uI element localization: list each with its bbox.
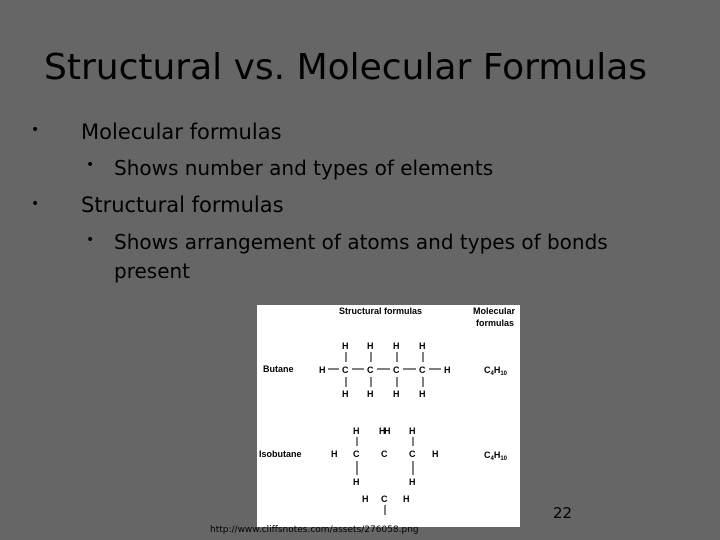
svg-text:H: H (342, 389, 349, 399)
svg-text:C: C (342, 365, 349, 375)
figure-header-molecular: Molecular (473, 306, 516, 316)
svg-text:H: H (331, 449, 338, 459)
svg-text:H: H (409, 477, 416, 487)
bullet-dot: • (31, 196, 40, 212)
sub-bullet-elements: Shows number and types of elements (114, 156, 494, 180)
svg-text:C: C (381, 449, 388, 459)
svg-text:C: C (409, 449, 416, 459)
svg-text:H: H (384, 426, 391, 436)
svg-text:H: H (367, 341, 374, 351)
bullet-dot: • (86, 232, 95, 248)
svg-text:C: C (419, 365, 426, 375)
sub-bullet-arrangement-cont: present (114, 259, 191, 283)
svg-text:H: H (379, 426, 386, 436)
figure-header-structural: Structural formulas (339, 306, 423, 316)
svg-text:H: H (409, 426, 416, 436)
figure-header-formulas: formulas (476, 318, 515, 328)
page-number: 22 (553, 504, 573, 522)
isobutane-label: Isobutane (259, 449, 302, 459)
svg-text:H: H (419, 341, 426, 351)
butane-formula: $C_4H_{10}$ (484, 365, 508, 377)
svg-text:H: H (444, 365, 451, 375)
svg-text:H: H (432, 449, 439, 459)
butane-structure (319, 341, 451, 399)
svg-text:H: H (393, 389, 400, 399)
svg-text:H: H (393, 341, 400, 351)
bullet-molecular-formulas: Molecular formulas (81, 120, 282, 144)
bullet-dot: • (31, 122, 40, 138)
svg-text:H: H (367, 389, 374, 399)
source-url: http://www.cliffsnotes.com/assets/276058.png (210, 525, 419, 535)
svg-text:H: H (342, 341, 349, 351)
svg-text:C: C (353, 449, 360, 459)
svg-text:H: H (419, 389, 426, 399)
svg-text:H: H (362, 494, 369, 504)
isobutane-formula: $C_4H_{10}$ (484, 450, 508, 462)
svg-text:H: H (403, 494, 410, 504)
sub-bullet-arrangement: Shows arrangement of atoms and types of bonds (114, 230, 608, 254)
bullet-dot: • (86, 157, 95, 173)
svg-text:C: C (367, 365, 374, 375)
structural-formula-figure (257, 305, 520, 527)
butane-label: Butane (263, 364, 294, 374)
svg-text:C: C (393, 365, 400, 375)
svg-text:H: H (353, 426, 360, 436)
svg-text:C: C (381, 494, 388, 504)
bullet-structural-formulas: Structural formulas (81, 193, 284, 217)
svg-text:H: H (319, 365, 326, 375)
page-title: Structural vs. Molecular Formulas (44, 47, 648, 88)
isobutane-structure (331, 426, 439, 515)
svg-text:H: H (353, 477, 360, 487)
